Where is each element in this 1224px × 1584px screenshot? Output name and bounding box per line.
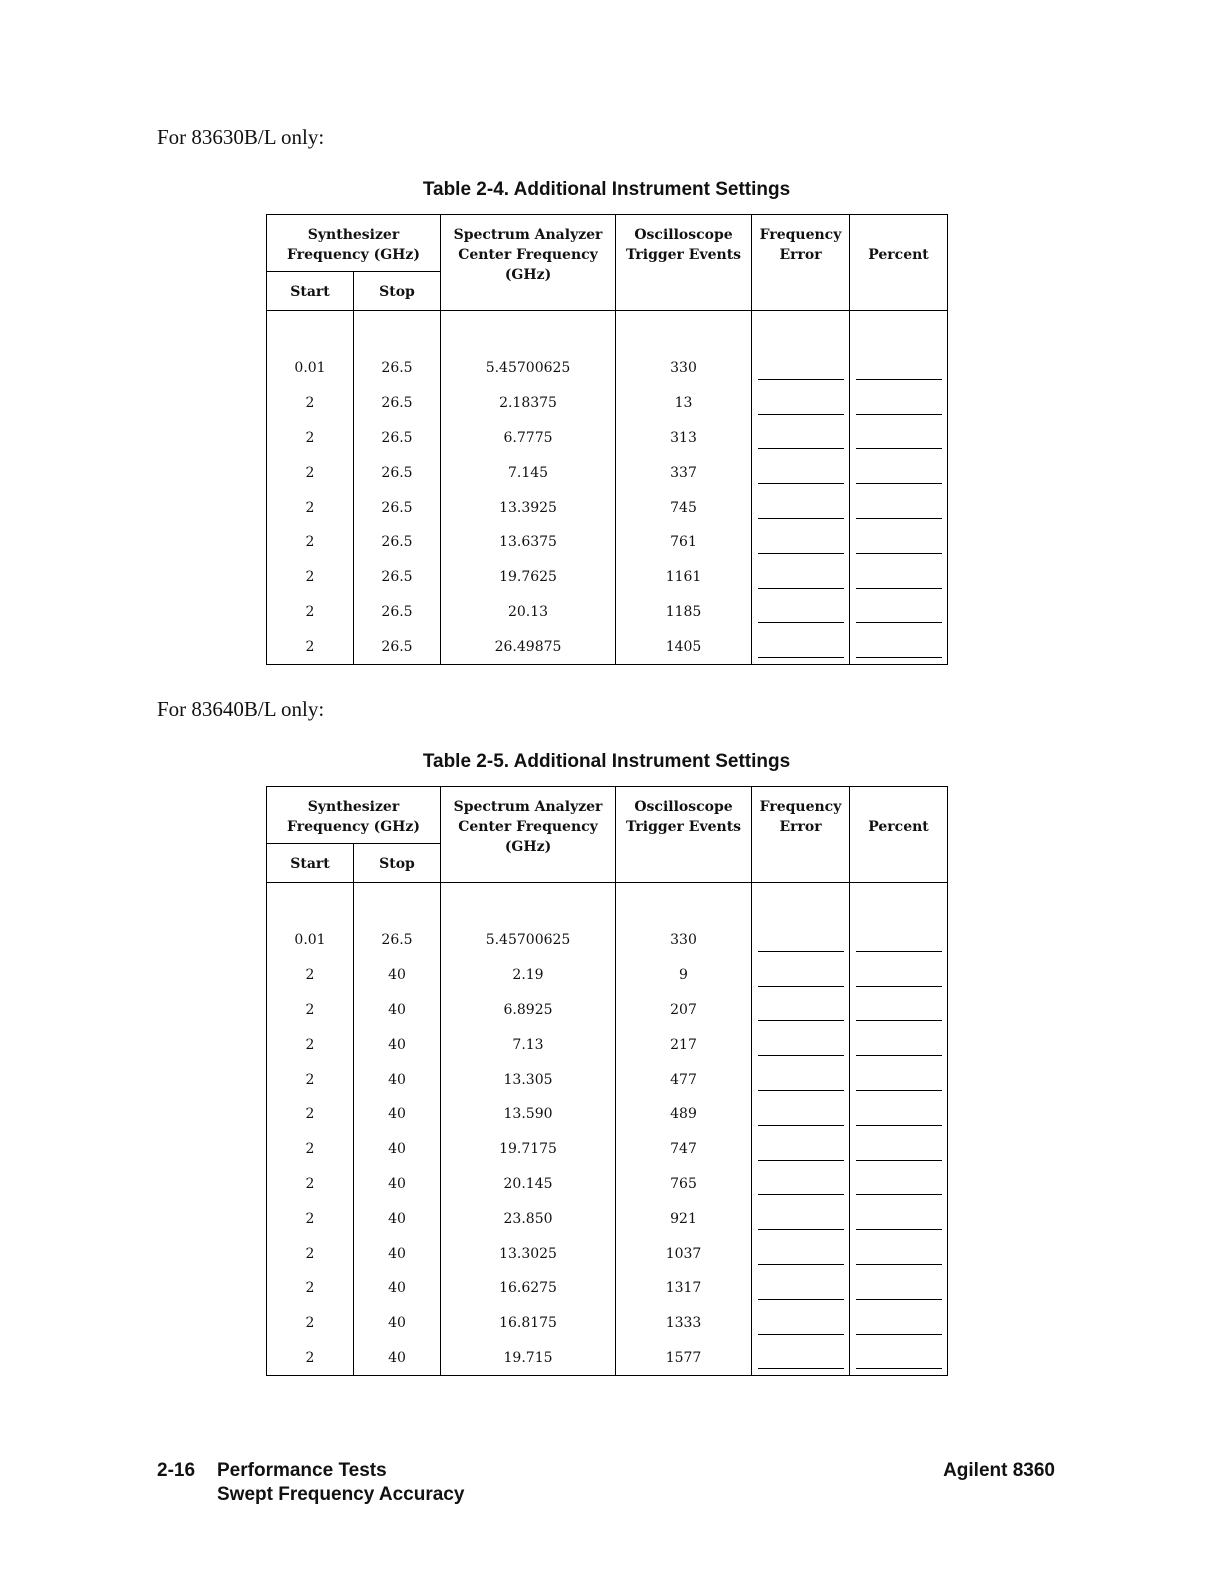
percent-blank[interactable]: [856, 574, 942, 589]
percent-blank-cell: [850, 1167, 948, 1202]
spacer-cell: [850, 883, 948, 924]
table-row: [267, 629, 948, 664]
stop-cell: 40: [354, 1201, 441, 1236]
table-row: [267, 525, 948, 560]
start-cell: 2: [267, 490, 354, 525]
table-row: [267, 1306, 948, 1341]
trigger-events-cell: 765: [616, 1167, 752, 1202]
frequency-error-blank[interactable]: [758, 1041, 844, 1056]
table-row: [267, 1062, 948, 1097]
percent-blank-cell: [850, 1306, 948, 1341]
stop-header: Stop: [354, 844, 441, 883]
start-cell: 2: [267, 1097, 354, 1132]
center-frequency-cell: 5.45700625: [441, 923, 616, 958]
percent-blank[interactable]: [856, 539, 942, 554]
frequency-error-blank[interactable]: [758, 1111, 844, 1126]
start-cell: 2: [267, 560, 354, 595]
table-caption-2-5: Table 2-5. Additional Instrument Settings: [422, 751, 791, 772]
percent-blank-cell: [850, 1062, 948, 1097]
percent-blank-cell: [850, 1341, 948, 1376]
trigger-events-cell: 330: [616, 351, 752, 386]
center-frequency-cell: 6.8925: [441, 993, 616, 1028]
stop-cell: 40: [354, 1306, 441, 1341]
frequency-error-blank-cell: [752, 1341, 850, 1376]
percent-blank[interactable]: [856, 1250, 942, 1265]
center-frequency-cell: 26.49875: [441, 629, 616, 664]
spacer-cell: [441, 883, 616, 924]
percent-blank-cell: [850, 1236, 948, 1271]
stop-cell: 26.5: [354, 923, 441, 958]
page-number: 2-16: [157, 1460, 196, 1481]
center-frequency-cell: 20.145: [441, 1167, 616, 1202]
center-frequency-cell: 20.13: [441, 595, 616, 630]
frequency-error-blank-cell: [752, 1201, 850, 1236]
spacer-cell: [267, 883, 354, 924]
table-row: [267, 1201, 948, 1236]
percent-blank[interactable]: [856, 504, 942, 519]
start-cell: 2: [267, 525, 354, 560]
start-cell: 0.01: [267, 923, 354, 958]
percent-header: Percent: [850, 215, 948, 311]
trigger-events-cell: 1161: [616, 560, 752, 595]
stop-cell: 40: [354, 1097, 441, 1132]
stop-header: Stop: [354, 272, 441, 311]
section-intro-83630: For 83630B/L only:: [157, 125, 325, 149]
start-cell: 2: [267, 386, 354, 421]
frequency-error-blank[interactable]: [758, 539, 844, 554]
frequency-error-blank-cell: [752, 629, 850, 664]
frequency-error-blank-cell: [752, 490, 850, 525]
spectrum-analyzer-header: Spectrum Analyzer Center Frequency (GHz): [441, 787, 616, 883]
subsection-title: Swept Frequency Accuracy: [217, 1484, 465, 1505]
stop-cell: 40: [354, 1236, 441, 1271]
percent-blank[interactable]: [856, 1285, 942, 1300]
center-frequency-cell: 13.3025: [441, 1236, 616, 1271]
percent-blank-cell: [850, 525, 948, 560]
frequency-error-blank-cell: [752, 1306, 850, 1341]
frequency-error-blank[interactable]: [758, 1215, 844, 1230]
stop-cell: 26.5: [354, 629, 441, 664]
table-body-2-4: [267, 311, 948, 665]
percent-blank[interactable]: [856, 1111, 942, 1126]
percent-blank-cell: [850, 993, 948, 1028]
percent-blank-cell: [850, 455, 948, 490]
center-frequency-cell: 16.6275: [441, 1271, 616, 1306]
table-row: [267, 595, 948, 630]
frequency-error-blank-cell: [752, 386, 850, 421]
percent-blank-cell: [850, 560, 948, 595]
percent-blank[interactable]: [856, 469, 942, 484]
center-frequency-cell: 23.850: [441, 1201, 616, 1236]
settings-table-2-5: [266, 786, 948, 1376]
frequency-error-blank[interactable]: [758, 574, 844, 589]
table-row: [267, 1236, 948, 1271]
table-row: [267, 1167, 948, 1202]
trigger-events-cell: 1577: [616, 1341, 752, 1376]
table-row: [267, 1271, 948, 1306]
start-cell: 2: [267, 1167, 354, 1202]
percent-blank-cell: [850, 490, 948, 525]
frequency-error-blank[interactable]: [758, 1320, 844, 1335]
percent-blank-cell: [850, 923, 948, 958]
spacer-cell: [441, 311, 616, 352]
synthesizer-header: Synthesizer Frequency (GHz): [267, 215, 441, 272]
product-name: Agilent 8360: [943, 1460, 1055, 1481]
frequency-error-blank-cell: [752, 993, 850, 1028]
trigger-events-cell: 921: [616, 1201, 752, 1236]
frequency-error-blank-cell: [752, 1236, 850, 1271]
percent-blank[interactable]: [856, 434, 942, 449]
frequency-error-blank-cell: [752, 1132, 850, 1167]
frequency-error-blank-cell: [752, 525, 850, 560]
frequency-error-blank[interactable]: [758, 434, 844, 449]
frequency-error-blank[interactable]: [758, 608, 844, 623]
percent-blank[interactable]: [856, 972, 942, 987]
frequency-error-blank-cell: [752, 958, 850, 993]
trigger-events-cell: 1317: [616, 1271, 752, 1306]
frequency-error-blank[interactable]: [758, 400, 844, 415]
table-row: [267, 421, 948, 456]
frequency-error-blank-cell: [752, 923, 850, 958]
percent-header: Percent: [850, 787, 948, 883]
frequency-error-blank[interactable]: [758, 1006, 844, 1021]
start-cell: 2: [267, 595, 354, 630]
percent-blank-cell: [850, 1132, 948, 1167]
percent-blank[interactable]: [856, 1146, 942, 1161]
center-frequency-cell: 5.45700625: [441, 351, 616, 386]
frequency-error-blank[interactable]: [758, 1180, 844, 1195]
frequency-error-blank-cell: [752, 1097, 850, 1132]
trigger-events-cell: 1037: [616, 1236, 752, 1271]
percent-blank[interactable]: [856, 937, 942, 952]
trigger-events-cell: 1333: [616, 1306, 752, 1341]
start-cell: 2: [267, 958, 354, 993]
center-frequency-cell: 16.8175: [441, 1306, 616, 1341]
trigger-events-cell: 217: [616, 1027, 752, 1062]
center-frequency-cell: 13.3925: [441, 490, 616, 525]
stop-cell: 40: [354, 1167, 441, 1202]
stop-cell: 26.5: [354, 595, 441, 630]
percent-blank-cell: [850, 351, 948, 386]
oscilloscope-header: Oscilloscope Trigger Events: [616, 215, 752, 311]
table-row: [267, 923, 948, 958]
stop-cell: 40: [354, 1027, 441, 1062]
stop-cell: 26.5: [354, 455, 441, 490]
frequency-error-blank-cell: [752, 1271, 850, 1306]
frequency-error-blank[interactable]: [758, 504, 844, 519]
percent-blank[interactable]: [856, 643, 942, 658]
start-cell: 2: [267, 455, 354, 490]
center-frequency-cell: 2.18375: [441, 386, 616, 421]
table-row: [267, 993, 948, 1028]
start-cell: 2: [267, 421, 354, 456]
percent-blank-cell: [850, 595, 948, 630]
frequency-error-blank[interactable]: [758, 972, 844, 987]
start-cell: 2: [267, 1306, 354, 1341]
frequency-error-blank-cell: [752, 351, 850, 386]
percent-blank[interactable]: [856, 608, 942, 623]
frequency-error-blank[interactable]: [758, 1076, 844, 1091]
frequency-error-blank[interactable]: [758, 469, 844, 484]
percent-blank-cell: [850, 1097, 948, 1132]
center-frequency-cell: 19.7625: [441, 560, 616, 595]
stop-cell: 40: [354, 1062, 441, 1097]
spacer-cell: [267, 311, 354, 352]
center-frequency-cell: 6.7775: [441, 421, 616, 456]
stop-cell: 40: [354, 1132, 441, 1167]
percent-blank-cell: [850, 1027, 948, 1062]
table-row: [267, 1097, 948, 1132]
percent-blank[interactable]: [856, 400, 942, 415]
start-header: Start: [267, 272, 354, 311]
frequency-error-blank[interactable]: [758, 937, 844, 952]
table-row: [267, 1132, 948, 1167]
stop-cell: 26.5: [354, 351, 441, 386]
percent-blank-cell: [850, 386, 948, 421]
spacer-cell: [354, 883, 441, 924]
trigger-events-cell: 337: [616, 455, 752, 490]
frequency-error-blank-cell: [752, 421, 850, 456]
center-frequency-cell: 13.6375: [441, 525, 616, 560]
table-row: [267, 351, 948, 386]
stop-cell: 40: [354, 1341, 441, 1376]
percent-blank[interactable]: [856, 1041, 942, 1056]
percent-blank-cell: [850, 1271, 948, 1306]
center-frequency-cell: 7.145: [441, 455, 616, 490]
stop-cell: 40: [354, 958, 441, 993]
percent-blank-cell: [850, 958, 948, 993]
table-row: [267, 455, 948, 490]
start-cell: 2: [267, 993, 354, 1028]
frequency-error-blank[interactable]: [758, 643, 844, 658]
spacer-cell: [616, 883, 752, 924]
settings-table-2-4: [266, 214, 948, 665]
frequency-error-header: Frequency Error: [752, 215, 850, 311]
trigger-events-cell: 9: [616, 958, 752, 993]
section-title: Performance Tests: [217, 1460, 387, 1481]
table-row: [267, 386, 948, 421]
start-cell: 2: [267, 1341, 354, 1376]
frequency-error-blank-cell: [752, 595, 850, 630]
stop-cell: 40: [354, 993, 441, 1028]
spacer-cell: [354, 311, 441, 352]
percent-blank[interactable]: [856, 1320, 942, 1335]
table-row: [267, 1341, 948, 1376]
center-frequency-cell: 19.7175: [441, 1132, 616, 1167]
table-caption-2-4: Table 2-4. Additional Instrument Settings: [422, 179, 791, 200]
trigger-events-cell: 761: [616, 525, 752, 560]
start-cell: 0.01: [267, 351, 354, 386]
percent-blank-cell: [850, 1201, 948, 1236]
page-footer-left: [157, 1459, 464, 1507]
trigger-events-cell: 1405: [616, 629, 752, 664]
stop-cell: 26.5: [354, 421, 441, 456]
percent-blank[interactable]: [856, 1076, 942, 1091]
percent-blank[interactable]: [856, 1180, 942, 1195]
frequency-error-header: Frequency Error: [752, 787, 850, 883]
start-header: Start: [267, 844, 354, 883]
start-cell: 2: [267, 1062, 354, 1097]
spacer-cell: [752, 311, 850, 352]
percent-blank[interactable]: [856, 1215, 942, 1230]
spectrum-analyzer-header: Spectrum Analyzer Center Frequency (GHz): [441, 215, 616, 311]
frequency-error-blank[interactable]: [758, 1354, 844, 1369]
stop-cell: 26.5: [354, 386, 441, 421]
trigger-events-cell: 747: [616, 1132, 752, 1167]
trigger-events-cell: 313: [616, 421, 752, 456]
table-row: [267, 560, 948, 595]
percent-blank[interactable]: [856, 1354, 942, 1369]
start-cell: 2: [267, 629, 354, 664]
oscilloscope-header: Oscilloscope Trigger Events: [616, 787, 752, 883]
frequency-error-blank-cell: [752, 560, 850, 595]
center-frequency-cell: 2.19: [441, 958, 616, 993]
table-row: [267, 1027, 948, 1062]
spacer-cell: [616, 311, 752, 352]
frequency-error-blank[interactable]: [758, 1250, 844, 1265]
spacer-cell: [752, 883, 850, 924]
percent-blank[interactable]: [856, 365, 942, 380]
stop-cell: 26.5: [354, 490, 441, 525]
trigger-events-cell: 489: [616, 1097, 752, 1132]
trigger-events-cell: 1185: [616, 595, 752, 630]
trigger-events-cell: 207: [616, 993, 752, 1028]
frequency-error-blank[interactable]: [758, 365, 844, 380]
center-frequency-cell: 19.715: [441, 1341, 616, 1376]
stop-cell: 40: [354, 1271, 441, 1306]
table-row: [267, 958, 948, 993]
frequency-error-blank-cell: [752, 1167, 850, 1202]
center-frequency-cell: 7.13: [441, 1027, 616, 1062]
frequency-error-blank[interactable]: [758, 1285, 844, 1300]
center-frequency-cell: 13.590: [441, 1097, 616, 1132]
trigger-events-cell: 745: [616, 490, 752, 525]
table-row: [267, 490, 948, 525]
percent-blank[interactable]: [856, 1006, 942, 1021]
percent-blank-cell: [850, 629, 948, 664]
trigger-events-cell: 13: [616, 386, 752, 421]
start-cell: 2: [267, 1236, 354, 1271]
start-cell: 2: [267, 1027, 354, 1062]
start-cell: 2: [267, 1132, 354, 1167]
synthesizer-header: Synthesizer Frequency (GHz): [267, 787, 441, 844]
stop-cell: 26.5: [354, 560, 441, 595]
percent-blank-cell: [850, 421, 948, 456]
center-frequency-cell: 13.305: [441, 1062, 616, 1097]
spacer-cell: [850, 311, 948, 352]
table-body-2-5: [267, 883, 948, 1376]
trigger-events-cell: 330: [616, 923, 752, 958]
frequency-error-blank-cell: [752, 1062, 850, 1097]
frequency-error-blank-cell: [752, 1027, 850, 1062]
trigger-events-cell: 477: [616, 1062, 752, 1097]
frequency-error-blank-cell: [752, 455, 850, 490]
stop-cell: 26.5: [354, 525, 441, 560]
start-cell: 2: [267, 1271, 354, 1306]
frequency-error-blank[interactable]: [758, 1146, 844, 1161]
start-cell: 2: [267, 1201, 354, 1236]
section-intro-83640: For 83640B/L only:: [157, 697, 325, 721]
